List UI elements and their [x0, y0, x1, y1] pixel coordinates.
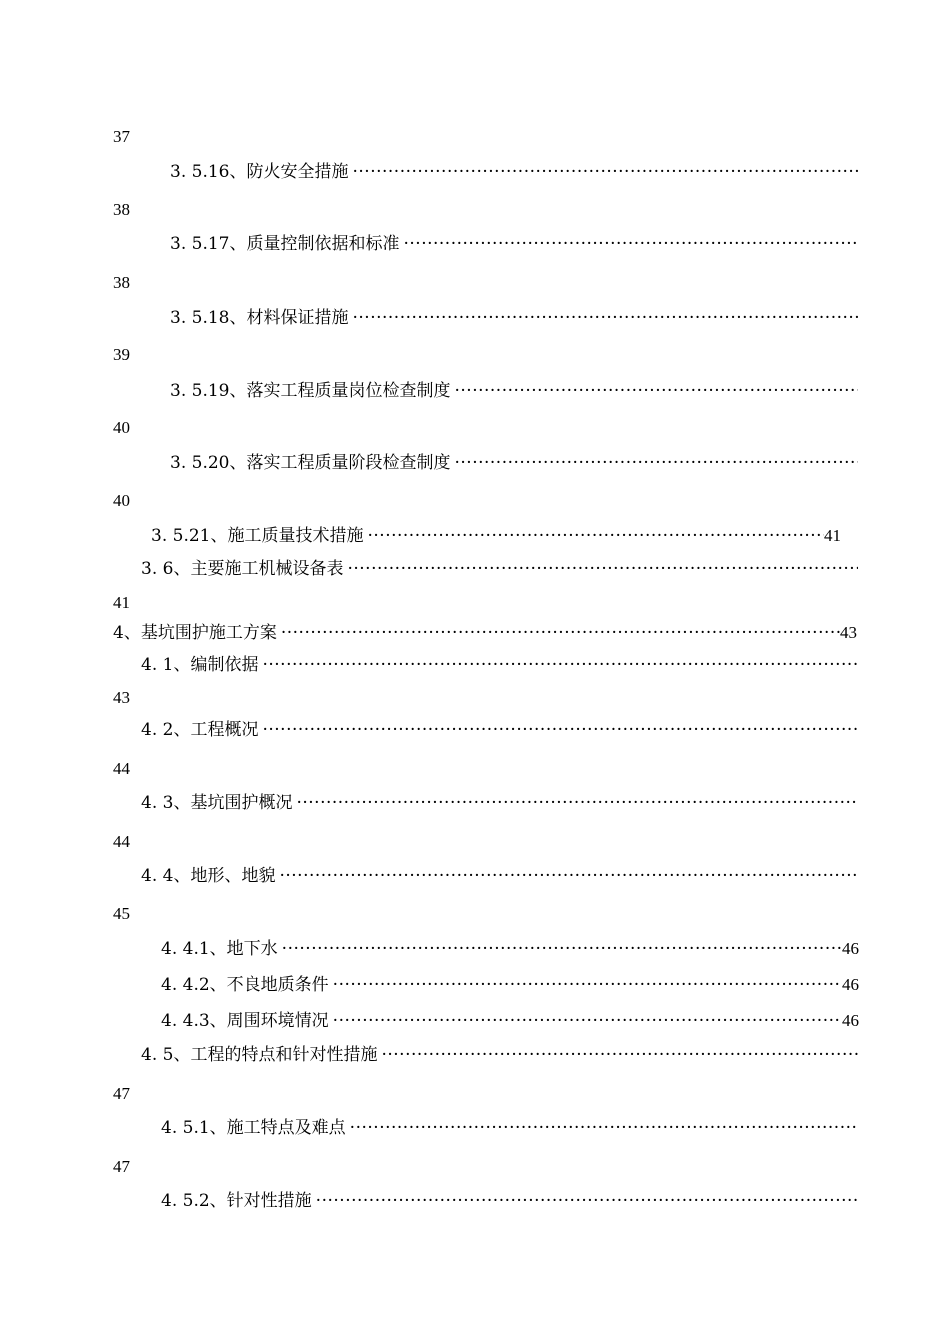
toc-entry[interactable] — [170, 305, 858, 331]
toc-entry-label: 4. 5、工程的特点和针对性措施 — [141, 1045, 378, 1065]
toc-page-number: 40 — [113, 418, 130, 437]
toc-entry-label: 4、基坑围护施工方案 — [113, 623, 277, 643]
toc-entry-page: 46 — [842, 1011, 859, 1030]
toc-dot-leader — [296, 790, 858, 816]
toc-entry-label: 3. 5.17、质量控制依据和标准 — [170, 234, 400, 254]
toc-dot-leader — [403, 231, 858, 257]
toc-entry-label: 4. 4.2、不良地质条件 — [161, 975, 329, 995]
toc-entry-label: 3. 5.19、落实工程质量岗位检查制度 — [170, 381, 451, 401]
toc-page-number: 44 — [113, 832, 130, 851]
toc-entry[interactable] — [141, 652, 858, 678]
toc-entry[interactable] — [161, 1008, 859, 1034]
toc-entry[interactable] — [161, 1188, 858, 1214]
toc-dot-leader — [347, 556, 858, 582]
toc-entry[interactable] — [170, 378, 858, 404]
toc-dot-leader — [282, 936, 842, 962]
toc-dot-leader — [281, 620, 840, 646]
toc-dot-leader — [333, 972, 842, 998]
toc-entry[interactable] — [141, 717, 858, 743]
toc-dot-leader — [454, 450, 858, 476]
toc-dot-leader — [350, 1115, 858, 1141]
toc-entry[interactable] — [151, 523, 841, 549]
toc-page-number: 39 — [113, 345, 130, 364]
toc-entry[interactable] — [161, 972, 859, 998]
toc-dot-leader — [333, 1008, 842, 1034]
toc-entry[interactable] — [141, 790, 858, 816]
toc-page-number: 41 — [113, 593, 130, 612]
toc-page-number: 38 — [113, 273, 130, 292]
toc-entry[interactable] — [170, 231, 858, 257]
toc-dot-leader — [367, 523, 824, 549]
toc-dot-leader — [262, 652, 858, 678]
toc-entry-label: 4. 4.3、周围环境情况 — [161, 1011, 329, 1031]
toc-dot-leader — [352, 159, 858, 185]
toc-entry-page: 46 — [842, 975, 859, 994]
toc-entry-label: 4. 4、地形、地貌 — [141, 866, 276, 886]
toc-entry-label: 4. 1、编制依据 — [141, 655, 259, 675]
toc-entry-page: 43 — [840, 623, 857, 642]
toc-entry-label: 4. 2、工程概况 — [141, 720, 259, 740]
toc-entry-label: 3. 5.21、施工质量技术措施 — [151, 526, 364, 546]
toc-page-number: 43 — [113, 688, 130, 707]
toc-page-number: 47 — [113, 1157, 130, 1176]
toc-entry-label: 4. 3、基坑围护概况 — [141, 793, 293, 813]
toc-page-number: 44 — [113, 759, 130, 778]
toc-dot-leader — [381, 1042, 858, 1068]
toc-page-number: 38 — [113, 200, 130, 219]
toc-entry-label: 4. 4.1、地下水 — [161, 939, 278, 959]
toc-entry-label: 4. 5.1、施工特点及难点 — [161, 1118, 346, 1138]
toc-dot-leader — [454, 378, 858, 404]
toc-entry-label: 3. 6、主要施工机械设备表 — [141, 559, 344, 579]
toc-entry[interactable] — [141, 1042, 858, 1068]
toc-entry-page: 46 — [842, 939, 859, 958]
toc-dot-leader — [262, 717, 858, 743]
toc-entry[interactable] — [113, 620, 857, 646]
toc-entry-page: 41 — [824, 526, 841, 545]
toc-entry-label: 3. 5.18、材料保证措施 — [170, 308, 349, 328]
toc-entry-label: 3. 5.16、防火安全措施 — [170, 162, 349, 182]
toc-entry[interactable] — [141, 863, 858, 889]
toc-entry[interactable] — [170, 450, 858, 476]
toc-entry-label: 3. 5.20、落实工程质量阶段检查制度 — [170, 453, 451, 473]
toc-entry[interactable] — [170, 159, 858, 185]
toc-entry[interactable] — [161, 936, 859, 962]
toc-page-number: 40 — [113, 491, 130, 510]
toc-entry[interactable] — [161, 1115, 858, 1141]
toc-entry[interactable] — [141, 556, 858, 582]
toc-page-number: 37 — [113, 127, 130, 146]
toc-dot-leader — [316, 1188, 858, 1214]
toc-page-number: 45 — [113, 904, 130, 923]
toc-dot-leader — [352, 305, 858, 331]
toc-entry-label: 4. 5.2、针对性措施 — [161, 1191, 312, 1211]
toc-dot-leader — [279, 863, 858, 889]
toc-page-number: 47 — [113, 1084, 130, 1103]
